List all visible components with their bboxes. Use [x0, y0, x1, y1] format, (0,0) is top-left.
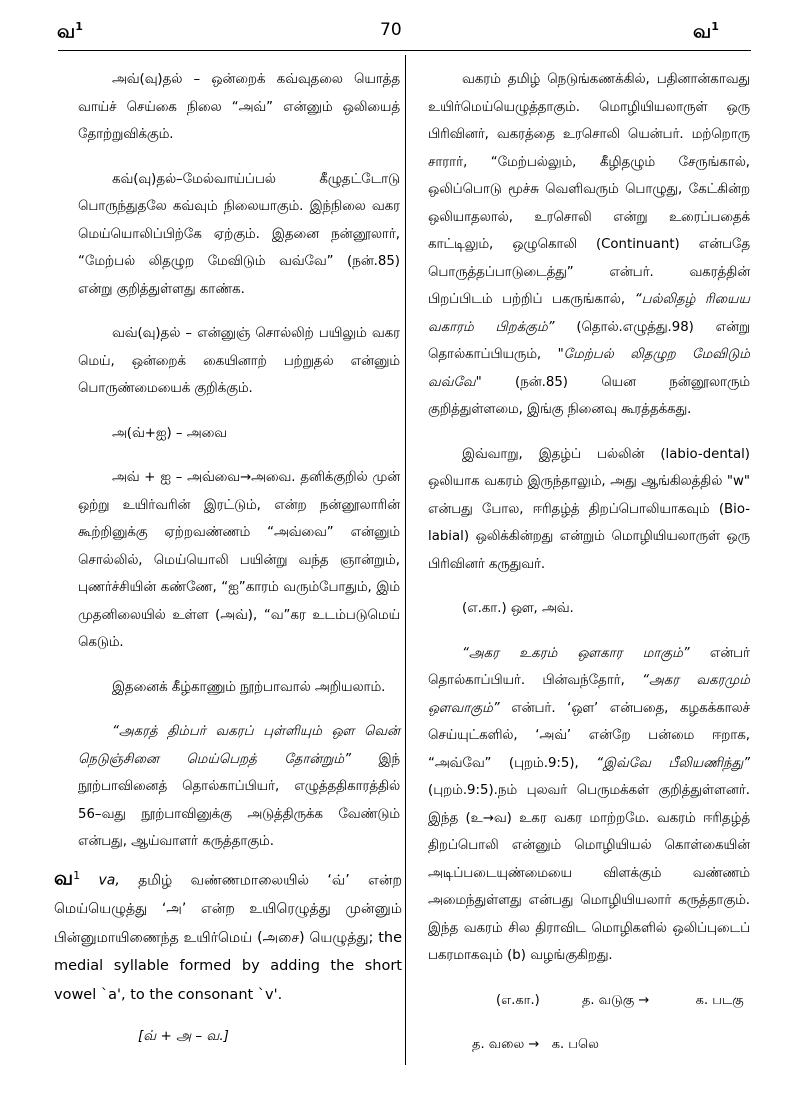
- right-p1-end: (நன்.85) யென நன்னூலாரும் குறித்துள்ளமை, இங்கு நினைவு கூரத்தக்கது.: [428, 374, 750, 417]
- left-paragraph-6: [78, 718, 400, 856]
- left-paragraph-4: அவ் + ஐ – அவ்வை→அவை. தனிக்குறில் முன் ஒற்று உயிர்வரின் இரட்டும், என்ற நன்னூலாரின் கூற்றினுக்கு ஏற்றவண்ணம் “அவ்வை” என்னும் சொல்லில், மெய்யொலி பயின்று வந்த ஞான்றும், புணர்ச்சியின் கண்ணே, “ஐ”காரம் வரும்போதும், இம் முதனிலையில் உள்ள (அவ்), “வ”கர உடம்படுமெய் கெடும்.: [78, 470, 400, 650]
- entry-sense-number: 1: [73, 869, 81, 882]
- dictionary-entry: [54, 862, 402, 1009]
- quoted-sutra: “அகரத் திம்பர் வகரப் புள்ளியும் ஔ வென் நெடுஞ்சினை மெய்பெறத் தோன்றும்”: [78, 724, 400, 767]
- header-right-guide-letter: வ$^1$: [693, 20, 719, 43]
- left-paragraph-2: கவ்(வு)தல்–மேல்வாய்ப்பல் கீழுதட்டோடு பொருந்துதலே கவ்வும் நிலையாகும். இந்நிலை வகர மெய்யொலிப்பிற்கே ஏற்கும். இதனை நன்னூலார், “மேற்பல் லிதழுற மேவிடும் வவ்வே” (நன்.85) என்று குறித்துள்ளது காண்க.: [78, 171, 400, 297]
- right-p3-part-a: என்பர் தொல்காப்பியர். பின்வந்தோர்,: [428, 645, 750, 688]
- sutra-commentary: இந் நூற்பாவினைத் தொல்காப்பியர், எழுத்ததிகாரத்தில் 56–வது நூற்பாவினுக்கு அடுத்திருக்க வேண்டும் என்பது, ஆய்வாளர் கருத்தாகும்.: [78, 751, 400, 849]
- left-paragraph-1: அவ்(வு)தல் – ஒன்றைக் கவ்வுதலை யொத்த வாய்ச் செய்கை நிலை “அவ்” என்னும் ஒலியைத் தோற்றுவிக்கும்.: [78, 72, 400, 142]
- entry-english-definition: the medial syllable formed by adding the short vowel `a', to the consonant `v'.: [54, 929, 402, 1003]
- entry-formula: [வ் + அ – வ.]: [138, 1028, 229, 1044]
- left-example: அ(வ்+ஐ) – அவை: [112, 425, 227, 441]
- example-3-target: க. பலெ: [551, 1037, 599, 1052]
- right-paragraph-3: [428, 640, 750, 970]
- column-divider: [405, 55, 406, 1065]
- left-column: [78, 66, 400, 873]
- left-paragraph-3: வவ்(வு)தல் – என்னுஞ் சொல்லிற் பயிலும் வகர மெய், ஒன்றைக் கையினாற் பற்றுதல் என்னும் பொருண்மையைக் குறிக்கும்.: [78, 326, 400, 396]
- page-number: 70: [380, 20, 402, 40]
- right-example-2: [428, 987, 750, 1015]
- entry-definition: [54, 862, 402, 1009]
- right-p3-part-b: என்பர். ‘ஔ’ என்பதை, கழகக்காலச் செய்யுட்களில், ‘அவ்’ என்றே பன்மை ஈறாக, “அவ்வே” (புறம்.9:5),: [428, 700, 750, 771]
- right-p1-quote-1: “பல்லிதழ் ரியைய வகாரம் பிறக்கும்”: [428, 292, 750, 335]
- right-p1-quote-2: "மேற்பல் லிதழுற மேவிடும் வவ்வே": [428, 347, 750, 390]
- right-paragraph-1: [428, 66, 750, 424]
- entry-tamil-definition: தமிழ் வண்ணமாலையில் ‘வ்’ என்ற மெய்யெழுத்து ‘அ’ என்ற உயிரெழுத்து முன்னும் பின்னுமாயிணைந்த உயிர்மெய் (அசை) யெழுத்து;: [54, 872, 403, 946]
- entry-headword: வ: [54, 865, 74, 890]
- page-header: [0, 18, 800, 48]
- example-3-source: த. வலை →: [472, 1037, 540, 1052]
- left-paragraph-5: இதனைக் கீழ்காணும் நூற்பாவால் அறியலாம்.: [112, 679, 386, 695]
- example-2-source: த. வடுகு →: [581, 992, 650, 1008]
- example-2-target: க. படகு: [695, 992, 744, 1008]
- right-example-3: [428, 1031, 750, 1059]
- example-label: (எ.கா.): [496, 992, 540, 1008]
- right-p1-text: வகரம் தமிழ் நெடுங்கணக்கில், பதினான்காவது உயிர்மெய்யெழுத்தாகும். மொழியியலாருள் ஒரு பிரிவினர், வகரத்தை உரசொலி யென்பர். மற்றொரு சாரார், “மேற்பல்லும், கீழிதழும் சேருங்கால், ஒலிப்பொடு மூச்சு வெளிவரும் பொழுது, கேட்கின்ற ஒலியாதலால், உரசொலி என்று உரைப்பதைக் காட்டிலும், ஒழுகொலி (Continuant) என்பதே பொருத்தப்பாடுடைத்து” என்பர். வகரத்தின் பிறப்பிடம் பற்றிப் பகருங்கால்,: [428, 72, 750, 307]
- right-p3-part-c: (புறம்.9:5).நம் புலவர் பெருமக்கள் குறித்துள்ளனர். இந்த (உ→வ) உகர வகர மாற்றமே. வகரம் ஈரிதழ்த் திறப்பொலி என்னும் மொழியியல் கொள்கையின் அடிப்படையுண்மையை விளக்கும் வண்ணம் அமைந்துள்ளது என்பது மொழியியலார் கருத்தாகும். இந்த வகரம் சில திராவிட மொழிகளில் ஒலிப்புடைப் பகரமாகவும் (b) வழங்குகிறது.: [428, 783, 750, 963]
- right-p1-middle: (தொல்.எழுத்து.98) என்று தொல்காப்பியரும்,: [428, 319, 750, 362]
- header-left-guide-letter: வ$^1$: [57, 20, 83, 43]
- right-column: [428, 66, 750, 1076]
- right-paragraph-2: இவ்வாறு, இதழ்ப் பல்லின் (labio-dental) ஒலியாக வகரம் இருந்தாலும், அது ஆங்கிலத்தில் "w" என்பது போல, ஈரிதழ்த் திறப்பொலியாகவும் (Bio-labial) ஒலிக்கின்றது என்றும் மொழியியலாருள் ஒரு பிரிவினர் கருதுவர்.: [428, 446, 750, 572]
- right-p3-quote-1: “அகர உகரம் ஔகார மாகும்”: [462, 645, 690, 661]
- header-rule: [58, 50, 751, 51]
- right-example-1: (எ.கா.) ஔ, அவ்.: [462, 601, 574, 616]
- right-p3-quote-2: “அகர வகரமும் ஔவாகும்”: [428, 673, 750, 716]
- right-p3-quote-3: “இவ்வே பீலியணிந்து”: [596, 755, 750, 771]
- entry-transliteration: va,: [98, 872, 120, 889]
